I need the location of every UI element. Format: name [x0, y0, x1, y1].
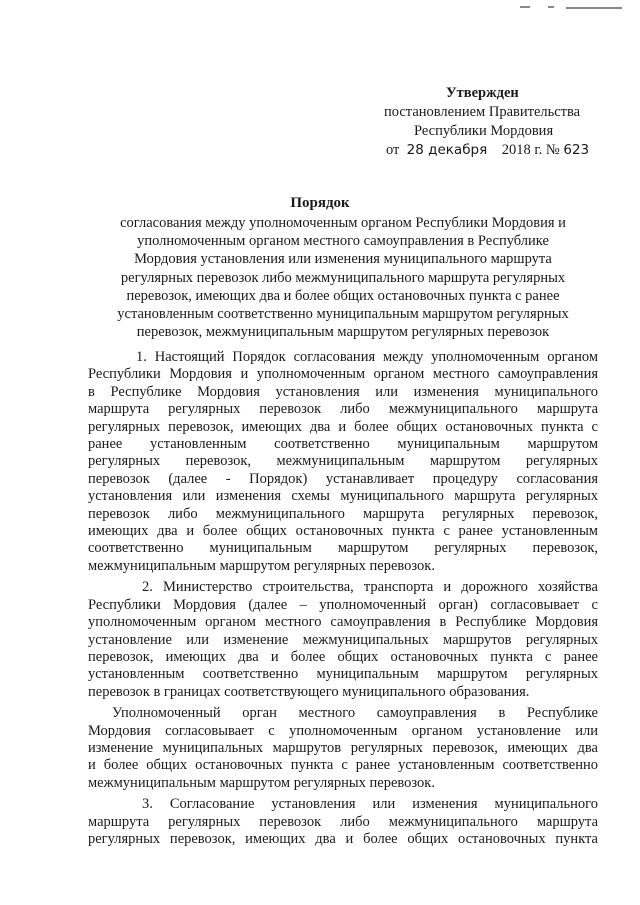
text-line: 1. Настоящий Порядок согласования между уполномоченным органом — [136, 349, 598, 365]
text-line: установленным соответственно муниципальным маршрутом регулярных — [88, 666, 598, 683]
subtitle-line: уполномоченным органом местного самоуправления в Республике — [137, 233, 549, 250]
approval-title: Утвержден — [446, 85, 519, 101]
text-line: межмуниципальным маршрутом регулярных перевозок. — [88, 557, 435, 574]
document-subtitle — [98, 214, 588, 341]
paragraph-1 — [88, 349, 598, 575]
text-line: ранее установленным соответственно муниципальным маршрутом — [88, 436, 598, 453]
text-line: установления или изменения схемы муниципального маршрута регулярных — [88, 488, 598, 505]
document-number: 623 — [563, 142, 590, 158]
text-line: изменение муниципальных маршрутов регулярных перевозок, имеющих два — [88, 739, 598, 756]
subtitle-line: регулярных перевозок либо межмуниципального маршрута регулярных — [120, 269, 566, 286]
subtitle-line: перевозок, имеющих два и более общих остановочных пункта с ранее — [126, 287, 560, 304]
date-prefix: от — [386, 142, 400, 158]
text-line: регулярных перевозок, имеющих два и более общих остановочных пункта с — [88, 418, 598, 435]
document-title: Порядок — [290, 195, 350, 211]
paragraph-3 — [88, 796, 598, 848]
text-line: Мордовия согласовывает с уполномоченным органом установление или — [88, 722, 598, 739]
text-line: регулярных перевозок, имеющих два и более общих остановочных пункта — [88, 830, 598, 847]
text-line: межмуниципальным маршрутом регулярных перевозок. — [88, 774, 435, 791]
text-line: в Республике Мордовия установления или изменения муниципального — [88, 383, 598, 400]
text-line: 2. Министерство строительства, транспорта и дорожного хозяйства — [142, 579, 598, 596]
text-line: имеющих два и более общих остановочных пункта с ранее установленным — [88, 523, 598, 540]
paragraph-2 — [88, 579, 598, 701]
date-day-month: 28 декабря — [406, 142, 488, 158]
approval-issuer: постановлением Правительства — [384, 104, 581, 120]
scan-artifact — [520, 6, 530, 8]
scan-artifact — [566, 7, 622, 9]
document-body — [88, 349, 598, 852]
subtitle-line: согласования между уполномоченным органом Республики Мордовия и — [120, 215, 566, 231]
text-line: маршрута регулярных перевозок либо межмуниципального маршрута — [88, 813, 598, 830]
paragraph-2-continued — [88, 705, 598, 792]
text-line: маршрута регулярных перевозок либо межмуниципального маршрута — [88, 401, 598, 418]
text-line: соответственно муниципальным маршрутом регулярных перевозок, — [88, 540, 598, 557]
text-line: перевозок (далее - Порядок) устанавливает процедуру согласования — [88, 470, 598, 487]
subtitle-line: Мордовия установления или изменения муниципального маршрута — [134, 251, 552, 268]
date-year: 2018 г. № — [501, 142, 560, 158]
approval-block — [380, 84, 620, 160]
text-line: регулярных перевозок, межмуниципальным маршрутом регулярных — [88, 453, 598, 470]
subtitle-line: перевозок, межмуниципальным маршрутом регулярных перевозок — [136, 324, 550, 341]
scan-artifact — [548, 6, 554, 8]
subtitle-line: установленным соответственно муниципальным маршрутом регулярных — [117, 306, 569, 323]
approval-date-line — [380, 141, 620, 160]
text-line: и более общих остановочных пункта с ранее установленным соответственно — [88, 757, 598, 774]
text-line: 3. Согласование установления или изменения муниципального — [142, 796, 598, 813]
approval-issuer-region: Республики Мордовия — [414, 123, 554, 139]
text-line: перевозок либо межмуниципального маршрута регулярных перевозок, — [88, 505, 598, 522]
text-line: перевозок в границах соответствующего муниципального образования. — [88, 683, 530, 700]
text-line: Уполномоченный орган местного самоуправления в Республике — [112, 705, 598, 722]
text-line: установление или изменение межмуниципальных маршрутов регулярных — [88, 631, 598, 648]
text-line: уполномоченным органом местного самоуправления в Республике Мордовия — [88, 614, 598, 631]
text-line: перевозок, имеющих два и более общих остановочных пункта с ранее — [88, 648, 598, 665]
text-line: Республики Мордовия (далее – уполномоченный орган) согласовывает с — [88, 596, 598, 613]
text-line: Республики Мордовия и уполномоченным органом местного самоуправления — [88, 366, 598, 383]
